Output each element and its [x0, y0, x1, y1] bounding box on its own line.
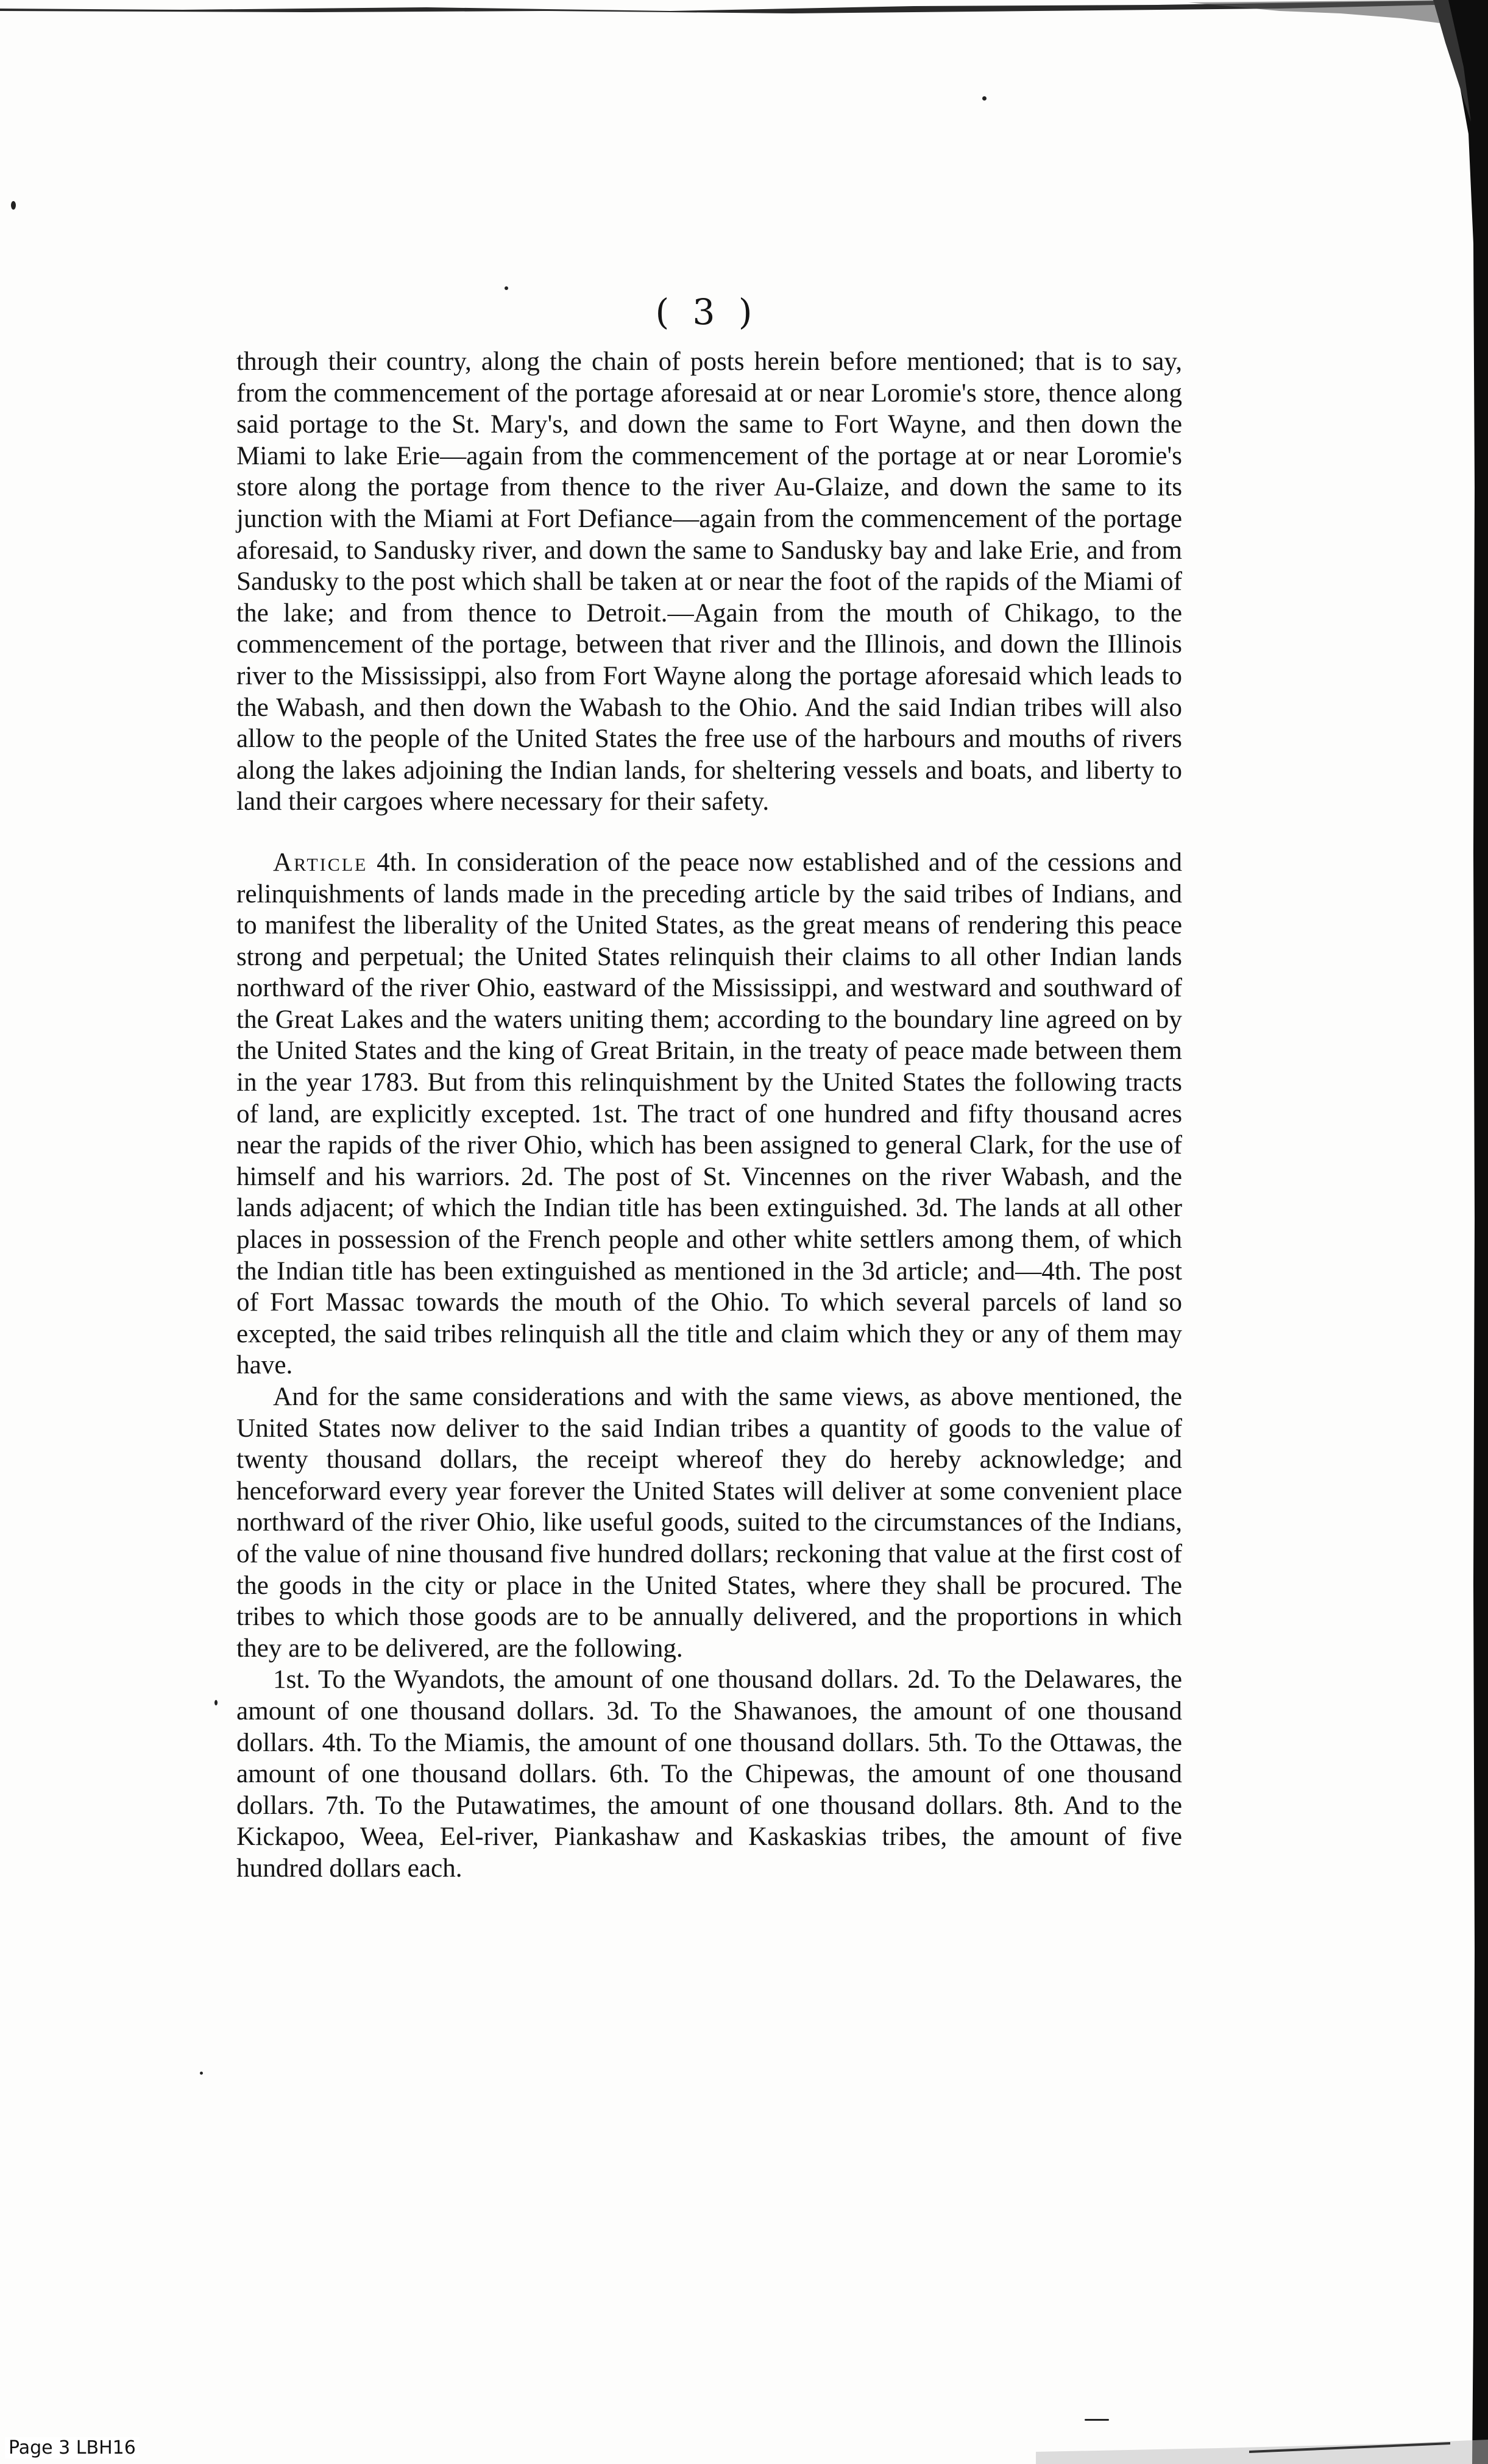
treaty-text [236, 346, 1182, 1885]
ink-speck [1085, 2419, 1109, 2421]
scan-page-label: Page 3 LBH16 [5, 2437, 140, 2459]
paragraph-article-4 [236, 847, 1182, 1381]
article-label: Article [273, 848, 368, 877]
paragraph-posts-route: through their country, along the chain of posts herein before mentioned; that is to say, from the commencement of the portage aforesaid at or near Loromie's store, thence along said portage to the St. Mary's, and down the same to Fort Wayne, and then down the Miami to lake Erie—again from the commencement of the portage at or near Loromie's store along the portage from thence to the river Au-Glaize, and down the same to its junction with the Miami at Fort Defiance—again from the commencement of the portage aforesaid, to Sandusky river, and down the same to Sandusky bay and lake Erie, and from Sandusky to the post which shall be taken at or near the foot of the rapids of the Miami of the lake; and from thence to Detroit.—Again from the mouth of Chikago, to the commencement of the portage, between that river and the Illinois, and down the Illinois river to the Mississippi, also from Fort Wayne along the portage aforesaid which leads to the Wabash, and then down the Wabash to the Ohio. And the said Indian tribes will also allow to the people of the United States the free use of the harbours and mouths of rivers along the lakes adjoining the Indian lands, for sheltering vessels and boats, and liberty to land their cargoes where necessary for their safety. [236, 347, 1182, 816]
paragraph-tribe-amounts: 1st. To the Wyandots, the amount of one thousand dollars. 2d. To the Delawares, the amount of one thousand dollars. 3d. To the Shawanoes, the amount of one thousand dollars. 4th. To the Miamis, the amount of one thousand dollars. 5th. To the Ottawas, the amount of one thousand dollars. 6th. To the Chipewas, the amount of one thousand dollars. 7th. To the Putawatimes, the amount of one thousand dollars. 8th. And to the Kickapoo, Weea, Eel-river, Piankashaw and Kaskaskias tribes, the amount of five hundred dollars each. [236, 1665, 1182, 1883]
paragraph-annuities: And for the same considerations and with the same views, as above mentioned, the United States now deliver to the said Indian tribes a quantity of goods to the value of twenty thousand dollars, the receipt whereof they do hereby acknowledge; and henceforward every year forever the United States will deliver at some convenient place northward of the river Ohio, like useful goods, suited to the circumstances of the Indians, of the value of nine thousand five hundred dollars; reckoning that value at the first cost of the goods in the city or place in the United States, where they shall be procured. The tribes to which those goods are to be annually delivered, and the proportions in which they are to be delivered, are the following. [236, 1382, 1182, 1663]
page-number: ( 3 ) [655, 291, 759, 333]
article-4-body: 4th. In consideration of the peace now established and of the cessions and relinquishments of lands made in the preceding article by the said tribes of Indians, and to manifest the liberality of the United States, as the great means of rendering this peace strong and perpetual; the United States relinquish their claims to all other Indian lands northward of the river Ohio, eastward of the Mississippi, and westward and southward of the Great Lakes and the waters uniting them; according to the boundary line agreed on by the United States and the king of Great Britain, in the treaty of peace made between them in the year 1783. But from this relinquishment by the United States the following tracts of land, are explicitly excepted. 1st. The tract of one hundred and fifty thousand acres near the rapids of the river Ohio, which has been assigned to general Clark, for the use of himself and his warriors. 2d. The post of St. Vincennes on the river Wabash, and the lands adjacent; of which the Indian title has been extinguished. 3d. The lands at all other places in possession of the French people and other white settlers among them, of which the Indian title has been extinguished as mentioned in the 3d article; and—4th. The post of Fort Massac towards the mouth of the Ohio. To which several parcels of land so excepted, the said tribes relinquish all the title and claim which they or any of them may have. [236, 848, 1182, 1380]
ink-speck [214, 1700, 218, 1705]
ink-speck [11, 201, 16, 210]
right-page-edge [1421, 0, 1488, 2464]
bottom-page-edge [0, 2427, 1488, 2464]
ink-speck [200, 2072, 203, 2075]
ink-speck [982, 96, 987, 101]
ink-speck [505, 286, 508, 290]
top-page-edge [0, 0, 1488, 37]
